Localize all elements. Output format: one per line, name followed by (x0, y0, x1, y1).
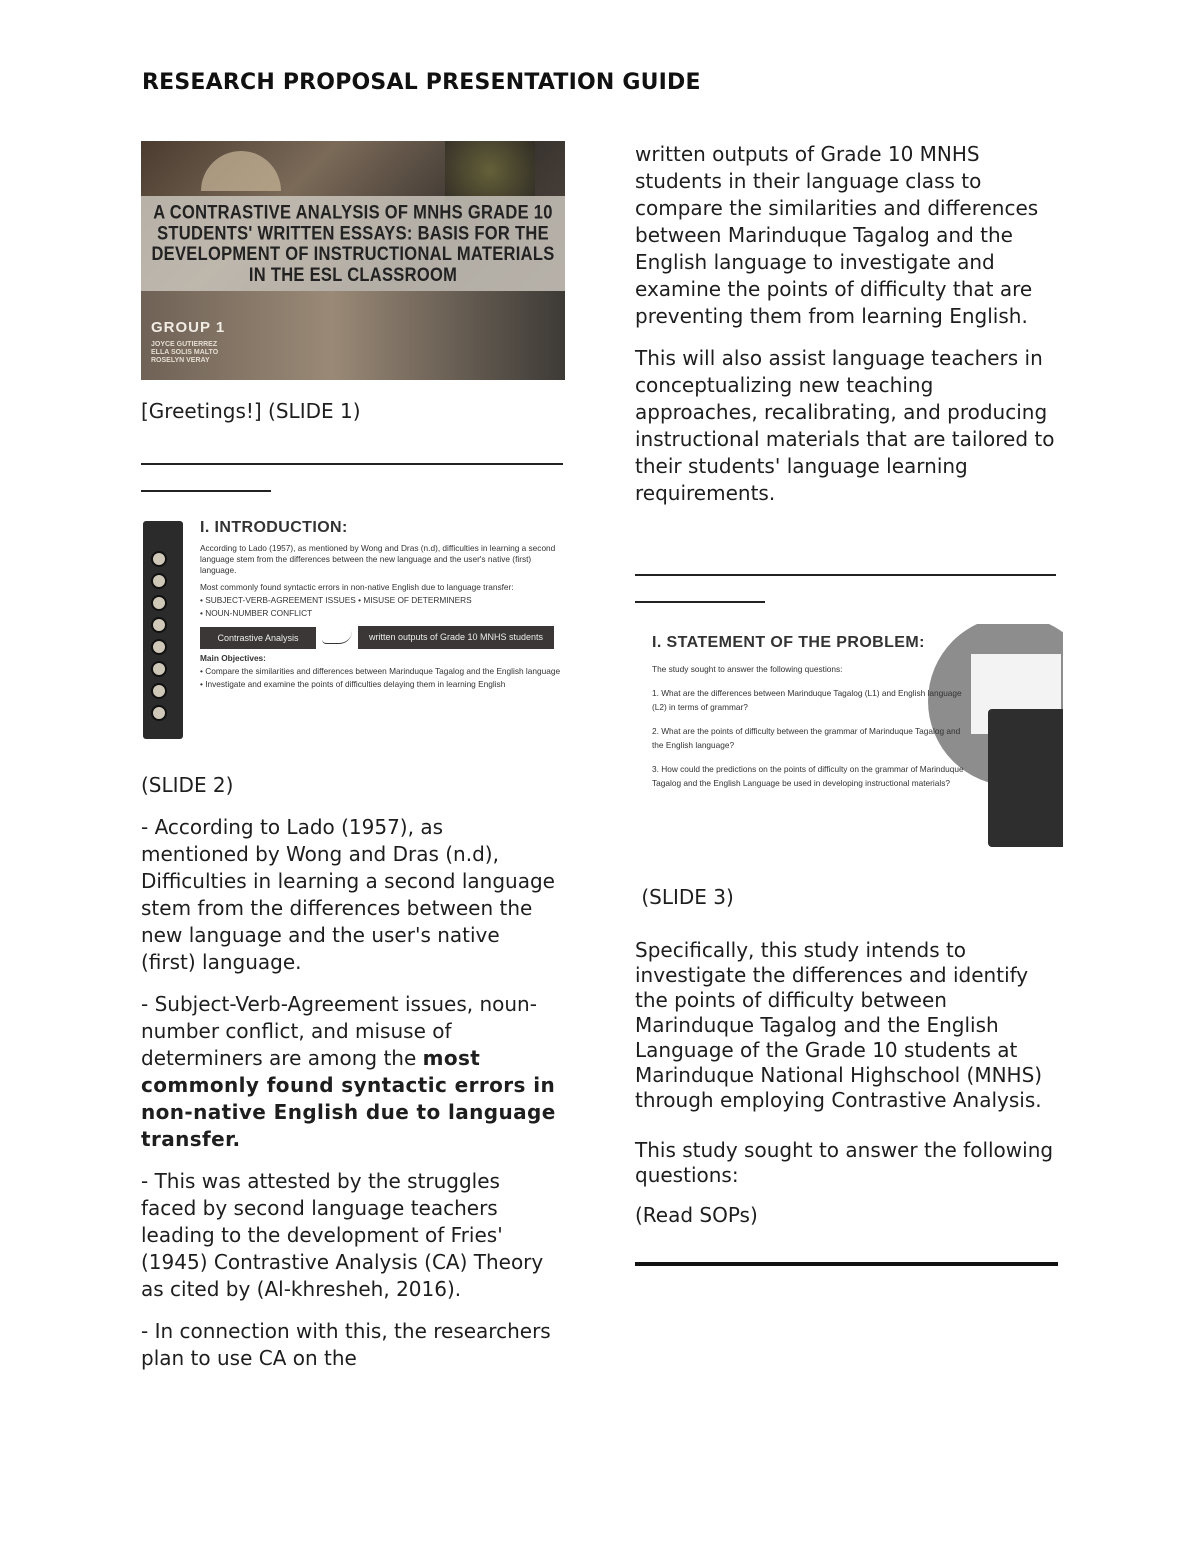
right-column-top-text (635, 141, 1060, 522)
slide-3-intro: The study sought to answer the following questions: (652, 664, 843, 674)
lamp-decoration (201, 151, 281, 191)
paragraph: - This was attested by the struggles faced by second language teachers leading to the development of Fries' (1945) Contrastive Analysis (CA) Theory as cited by (Al-khresheh, 2016). (141, 1169, 544, 1301)
divider (141, 490, 271, 492)
objectives-label: Main Objectives: (200, 653, 266, 663)
member-name: ELLA SOLIS MALTO (151, 349, 219, 356)
slide-2-intro: According to Lado (1957), as mentioned by Wong and Dras (n.d), difficulties in learning a second language stem from the differences between the new language and the user's native (first) language. (200, 543, 556, 575)
member-name: ROSELYN VERAY (151, 357, 210, 364)
typewriter-icon (988, 709, 1063, 847)
contrastive-analysis-box: Contrastive Analysis (200, 627, 316, 649)
slide-1-image (141, 141, 565, 380)
objective-item: • Compare the similarities and differences between Marinduque Tagalog and the English language (200, 666, 561, 676)
slide-3-title: I. STATEMENT OF THE PROBLEM: (652, 634, 925, 651)
slide-1-group-label: GROUP 1 (151, 319, 226, 336)
slide-2-bullet: • NOUN-NUMBER CONFLICT (200, 608, 313, 618)
written-outputs-box: written outputs of Grade 10 MNHS students (358, 626, 554, 649)
document-title: RESEARCH PROPOSAL PRESENTATION GUIDE (142, 70, 701, 95)
paragraph: - Subject-Verb-Agreement issues, noun-number conflict, and misuse of determiners are among the most commonly found syntactic errors in non-native English due to language transfer. (141, 992, 556, 1151)
slide-3-question: 2. What are the points of difficulty between the grammar of Marinduque Tagalog and the English language? (652, 726, 961, 750)
divider (141, 463, 563, 465)
slide-3-question: 3. How could the predictions on the points of difficulty on the grammar of Marinduque Tagalog and the English Language be used in developing instructional materials? (652, 764, 964, 788)
paragraph: Specifically, this study intends to investigate the differences and identify the points of difficulty between Marinduque Tagalog and the English Language of the Grade 10 students at Marinduque National Highschool (MNHS) through employing Contrastive Analysis. (635, 938, 1043, 1112)
slide-1-title-band (141, 196, 565, 291)
member-name: JOYCE GUTIERREZ (151, 341, 218, 348)
slide-2-image (143, 518, 565, 742)
divider (635, 601, 765, 603)
paragraph: This study sought to answer the following questions: (635, 1138, 1054, 1187)
divider (635, 1262, 1058, 1266)
slide-3-question: 1. What are the differences between Marinduque Tagalog (L1) and English language (L2) in terms of grammar? (652, 688, 962, 712)
plant-decoration (445, 141, 535, 201)
paragraph: (Read SOPs) (635, 1203, 758, 1227)
paragraph: This will also assist language teachers in conceptualizing new teaching approaches, recalibrating, and producing instructional materials that are tailored to their students' language learning requirements. (635, 346, 1055, 505)
typewriter-icon (143, 521, 183, 739)
slide-3-caption: (SLIDE 3) (635, 885, 734, 909)
paragraph: - In connection with this, the researchers plan to use CA on the (141, 1319, 551, 1370)
slide-2-title: I. INTRODUCTION: (200, 519, 348, 536)
objective-item: • Investigate and examine the points of difficulties delaying them in learning English (200, 679, 506, 689)
divider (635, 574, 1056, 576)
paragraph: written outputs of Grade 10 MNHS students in their language class to compare the similarities and differences between Marinduque Tagalog and the English language to investigate and examine the points of difficulty that are preventing them from learning English. (635, 142, 1039, 328)
left-column-text (141, 814, 556, 1387)
slide-2-bullet: • SUBJECT-VERB-AGREEMENT ISSUES • MISUSE OF DETERMINERS (200, 595, 472, 605)
slide-1-caption: [Greetings!] (SLIDE 1) (141, 399, 361, 423)
slide-3-image (640, 624, 1063, 847)
arrow-icon (322, 631, 352, 644)
slide-2-caption: (SLIDE 2) (141, 773, 234, 797)
right-column-bottom-text (635, 938, 1060, 1243)
slide-2-errors: Most commonly found syntactic errors in non-native English due to language transfer: (200, 582, 514, 592)
slide-1-heading: A CONTRASTIVE ANALYSIS OF MNHS GRADE 10 STUDENTS' WRITTEN ESSAYS: BASIS FOR THE DEVELOPMENT OF INSTRUCTIONAL MATERIALS IN THE ESL CLASSROOM (151, 202, 555, 285)
slide-1-member-names (151, 341, 218, 365)
paragraph: - According to Lado (1957), as mentioned by Wong and Dras (n.d), Difficulties in learning a second language stem from the differences between the new language and the user's native (first) language. (141, 815, 555, 974)
